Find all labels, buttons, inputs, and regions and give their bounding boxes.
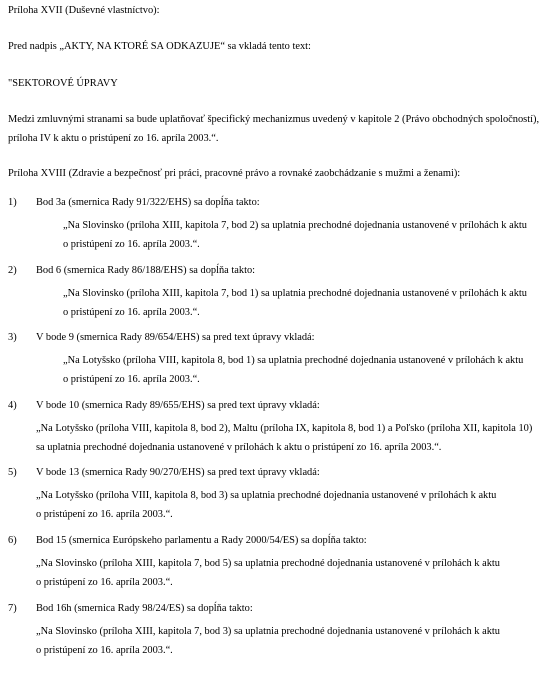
item-quote-line-1: „Na Lotyšsko (príloha VIII, kapitola 8, bod 3) sa uplatnia prechodné dojednania ustanovené v prílohách k aktu (36, 490, 497, 501)
item-quote-line-2: sa uplatnia prechodné dojednania ustanovené v prílohách k aktu o pristúpení zo 16. apríla 2003.“. (36, 442, 442, 453)
annex-xviii-heading: Príloha XVIII (Zdravie a bezpečnosť pri práci, pracovné právo a rovnaké zaobchádzanie s mužmi a ženami): (8, 168, 461, 179)
item-quote-line-1: „Na Slovinsko (príloha XIII, kapitola 7, bod 5) sa uplatnia prechodné dojednania ustanovené v prílohách k aktu (36, 558, 500, 569)
item-quote-line-1: „Na Slovinsko (príloha XIII, kapitola 7, bod 3) sa uplatnia prechodné dojednania ustanovené v prílohách k aktu (36, 626, 500, 637)
item-number: 7) (8, 603, 17, 614)
item-number: 6) (8, 535, 17, 546)
item-number: 3) (8, 332, 17, 343)
item-quote-line-2: o pristúpení zo 16. apríla 2003.“. (36, 645, 173, 656)
paragraph-line-2: príloha IV k aktu o pristúpení zo 16. apríla 2003.“. (8, 133, 219, 144)
item-title: Bod 6 (smernica Rady 86/188/EHS) sa dopĺňa takto: (36, 265, 256, 276)
sector-title: "SEKTOROVÉ ÚPRAVY (8, 78, 118, 89)
item-quote-line-2: o pristúpení zo 16. apríla 2003.“. (36, 577, 173, 588)
item-quote-line-1: „Na Lotyšsko (príloha VIII, kapitola 8, bod 2), Maltu (príloha IX, kapitola 8, bod 1) a Poľsko (príloha XII, kapitola 10) (36, 423, 533, 434)
item-number: 4) (8, 400, 17, 411)
item-number: 2) (8, 265, 17, 276)
item-title: Bod 3a (smernica Rady 91/322/EHS) sa dopĺňa takto: (36, 197, 260, 208)
intro-text: Pred nadpis „AKTY, NA KTORÉ SA ODKAZUJE“ sa vkladá tento text: (8, 41, 311, 52)
item-quote-line-2: o pristúpení zo 16. apríla 2003.“. (63, 374, 200, 385)
item-quote-line-2: o pristúpení zo 16. apríla 2003.“. (63, 239, 200, 250)
item-number: 1) (8, 197, 17, 208)
item-title: V bode 10 (smernica Rady 89/655/EHS) sa pred text úpravy vkladá: (36, 400, 320, 411)
item-quote-line-1: „Na Lotyšsko (príloha VIII, kapitola 8, bod 1) sa uplatnia prechodné dojednania ustanovené v prílohách k aktu (63, 355, 524, 366)
item-quote-line-2: o pristúpení zo 16. apríla 2003.“. (36, 509, 173, 520)
item-title: V bode 13 (smernica Rady 90/270/EHS) sa pred text úpravy vkladá: (36, 467, 320, 478)
item-quote-line-1: „Na Slovinsko (príloha XIII, kapitola 7, bod 1) sa uplatnia prechodné dojednania ustanovené v prílohách k aktu (63, 288, 527, 299)
item-number: 5) (8, 467, 17, 478)
item-quote-line-1: „Na Slovinsko (príloha XIII, kapitola 7, bod 2) sa uplatnia prechodné dojednania ustanovené v prílohách k aktu (63, 220, 527, 231)
item-quote-line-2: o pristúpení zo 16. apríla 2003.“. (63, 307, 200, 318)
item-title: V bode 9 (smernica Rady 89/654/EHS) sa pred text úpravy vkladá: (36, 332, 315, 343)
paragraph-line-1: Medzi zmluvnými stranami sa bude uplatňovať špecifický mechanizmus uvedený v kapitole 2 (Právo obchodných spoločností), (8, 114, 540, 125)
annex-xvii-heading: Príloha XVII (Duševné vlastníctvo): (8, 5, 160, 16)
item-title: Bod 15 (smernica Európskeho parlamentu a Rady 2000/54/ES) sa dopĺňa takto: (36, 535, 367, 546)
item-title: Bod 16h (smernica Rady 98/24/ES) sa dopĺňa takto: (36, 603, 253, 614)
